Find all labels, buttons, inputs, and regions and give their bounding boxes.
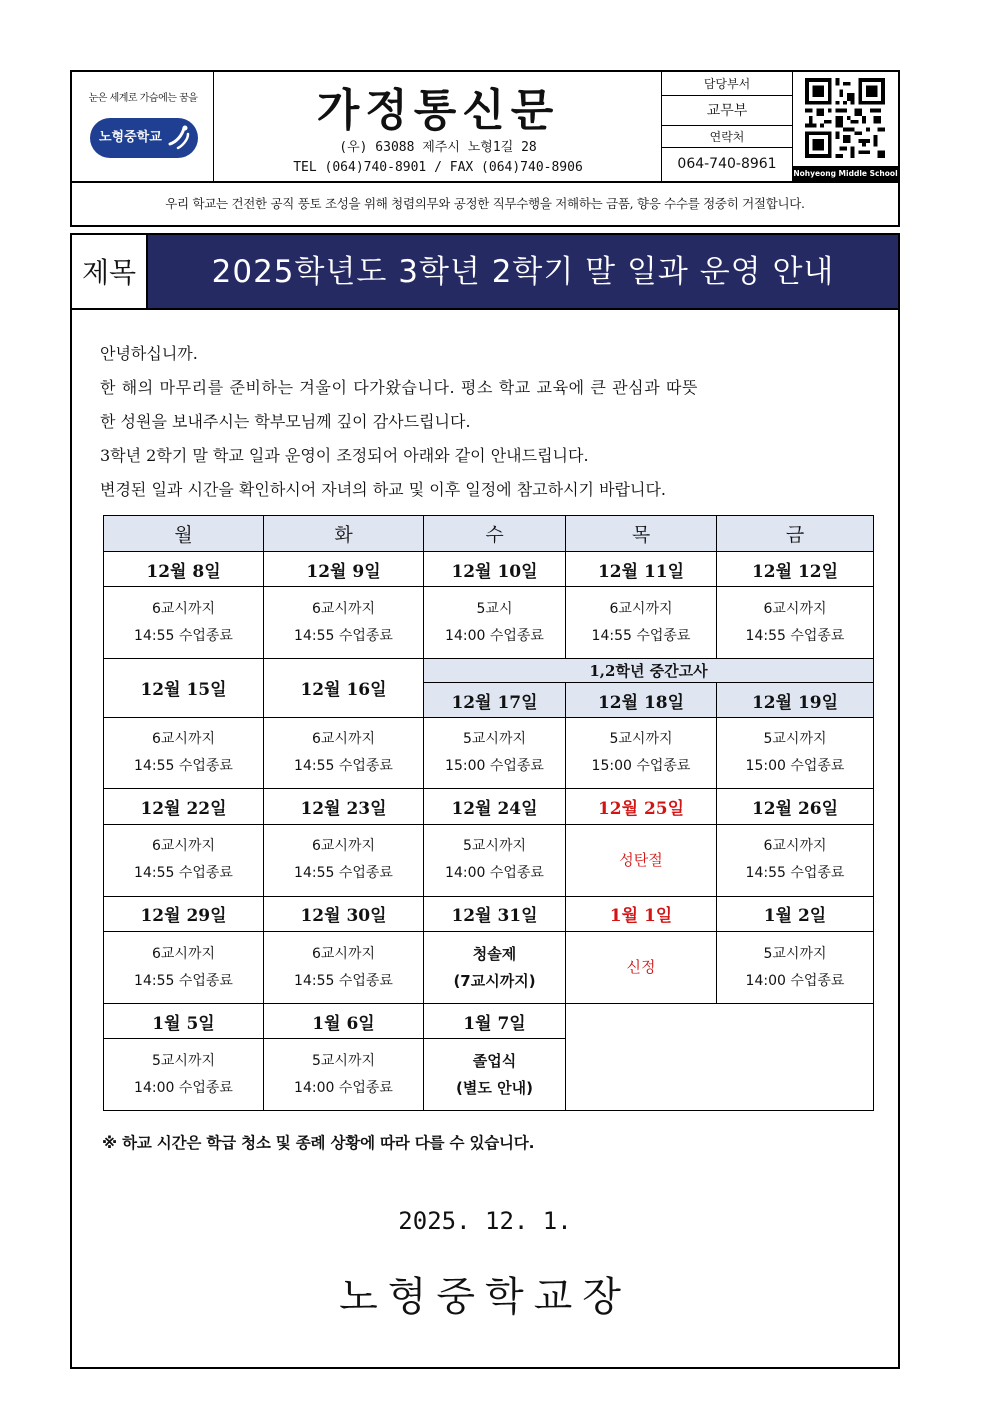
subject-title: 2025학년도 3학년 2학기 말 일과 운영 안내 bbox=[148, 235, 898, 310]
schedule-cell bbox=[717, 932, 874, 1003]
body-paragraph: 한 성원을 보내주시는 학부모님께 깊이 감사드립니다. bbox=[100, 412, 471, 431]
schedule-cell bbox=[566, 718, 717, 789]
contact-phone: 064-740-8961 bbox=[677, 156, 777, 172]
date-cell: 1월 5일 bbox=[104, 1003, 264, 1039]
period-text: 6교시까지 bbox=[311, 838, 375, 855]
table-header-row bbox=[104, 516, 874, 552]
school-logo bbox=[90, 118, 198, 158]
date-cell: 12월 16일 bbox=[264, 658, 424, 717]
period-text: 5교시까지 bbox=[311, 1052, 375, 1069]
table-row bbox=[104, 658, 874, 683]
end-time-text: 15:00 수업종료 bbox=[745, 758, 845, 775]
day-header: 금 bbox=[717, 516, 874, 552]
end-time-text: 14:00 수업종료 bbox=[745, 972, 845, 989]
schedule-cell bbox=[264, 825, 424, 896]
newsletter-title: 가정통신문 bbox=[316, 85, 560, 136]
end-time-text: 14:55 수업종료 bbox=[294, 865, 393, 882]
end-time-text: 14:55 수업종료 bbox=[294, 627, 393, 644]
period-text: 5교시까지 bbox=[763, 731, 827, 748]
end-time-text: 15:00 수업종료 bbox=[445, 758, 544, 775]
schedule-cell bbox=[264, 587, 424, 658]
holiday-cell: 신정 bbox=[566, 932, 717, 1003]
contact-label: 연락처 bbox=[662, 126, 792, 148]
period-text: 5교시까지 bbox=[151, 1052, 215, 1069]
schedule-cell bbox=[104, 718, 264, 789]
end-time-text: 14:00 수업종료 bbox=[445, 627, 544, 644]
exam-period-label: 1,2학년 중간고사 bbox=[424, 658, 874, 683]
end-time-text: 14:55 수업종료 bbox=[294, 972, 393, 989]
qr-area bbox=[793, 72, 898, 181]
date-cell: 12월 17일 bbox=[424, 683, 566, 718]
schedule-cell bbox=[264, 932, 424, 1003]
schedule-table bbox=[103, 515, 874, 1111]
body-paragraph: 3학년 2학기 말 학교 일과 운영이 조정되어 아래와 같이 안내드립니다. bbox=[100, 446, 589, 465]
qr-code-icon[interactable] bbox=[805, 78, 885, 158]
period-text: 6교시까지 bbox=[311, 731, 375, 748]
schedule-cell bbox=[717, 718, 874, 789]
date-cell: 12월 8일 bbox=[104, 551, 264, 587]
period-text: 5교시 bbox=[476, 600, 513, 617]
schedule-cell bbox=[566, 587, 717, 658]
school-motto: 눈은 세계로 가슴에는 꿈을 bbox=[88, 93, 198, 104]
letter-body-frame bbox=[70, 233, 900, 1369]
contact-area bbox=[662, 72, 793, 181]
issue-date: 2025. 12. 1. bbox=[398, 1207, 572, 1235]
end-time-text: 15:00 수업종료 bbox=[591, 758, 691, 775]
subject-label: 제목 bbox=[72, 235, 148, 310]
date-cell: 12월 26일 bbox=[717, 789, 874, 825]
schedule-cell bbox=[104, 825, 264, 896]
dismissal-note: ※ 하교 시간은 학급 청소 및 종례 상황에 따라 다를 수 있습니다. bbox=[102, 1134, 535, 1152]
period-text: 6교시까지 bbox=[763, 838, 827, 855]
period-text: 6교시까지 bbox=[151, 838, 215, 855]
day-header: 화 bbox=[264, 516, 424, 552]
date-cell: 12월 29일 bbox=[104, 896, 264, 932]
leaf-icon bbox=[166, 122, 192, 154]
date-cell: 1월 7일 bbox=[424, 1003, 566, 1039]
holiday-cell: 성탄절 bbox=[566, 825, 717, 896]
date-cell: 12월 11일 bbox=[566, 551, 717, 587]
date-cell: 12월 30일 bbox=[264, 896, 424, 932]
table-row bbox=[104, 1003, 874, 1039]
end-time-text: 14:00 수업종료 bbox=[445, 865, 544, 882]
integrity-notice: 우리 학교는 건전한 공직 풍토 조성을 위해 청렴의무와 공정한 직무수행을 저해하는 금품, 향응 수수를 정중히 거절합니다. bbox=[70, 183, 900, 227]
date-cell: 12월 12일 bbox=[717, 551, 874, 587]
table-row bbox=[104, 932, 874, 1003]
period-text: 6교시까지 bbox=[311, 600, 375, 617]
body-paragraph: 안녕하십니까. bbox=[100, 344, 198, 363]
schedule-cell bbox=[424, 587, 566, 658]
body-paragraph: 한 해의 마무리를 준비하는 겨울이 다가왔습니다. 평소 학교 교육에 큰 관심과 따뜻 bbox=[100, 378, 699, 397]
period-text: 6교시까지 bbox=[763, 600, 827, 617]
event-name: 졸업식 bbox=[472, 1051, 517, 1070]
newsletter-header bbox=[70, 70, 900, 183]
end-time-text: 14:00 수업종료 bbox=[294, 1079, 393, 1096]
end-time-text: 14:55 수업종료 bbox=[134, 758, 233, 775]
principal-signature: 노형중학교장 bbox=[339, 1274, 631, 1320]
holiday-date-cell: 12월 25일 bbox=[566, 789, 717, 825]
period-text: 5교시까지 bbox=[462, 838, 526, 855]
event-name: 청솔제 bbox=[472, 944, 517, 963]
date-cell: 12월 23일 bbox=[264, 789, 424, 825]
school-tel-fax: TEL (064)740-8901 / FAX (064)740-8906 bbox=[293, 160, 583, 175]
schedule-cell bbox=[264, 1039, 424, 1111]
period-text: 5교시까지 bbox=[462, 731, 526, 748]
date-cell: 12월 24일 bbox=[424, 789, 566, 825]
event-cell bbox=[424, 1039, 566, 1111]
date-cell: 12월 15일 bbox=[104, 658, 264, 717]
table-row bbox=[104, 587, 874, 658]
period-text: 6교시까지 bbox=[151, 600, 215, 617]
date-cell: 12월 9일 bbox=[264, 551, 424, 587]
period-text: 5교시까지 bbox=[609, 731, 673, 748]
schedule-cell bbox=[717, 825, 874, 896]
table-row bbox=[104, 896, 874, 932]
event-cell bbox=[424, 932, 566, 1003]
table-row bbox=[104, 789, 874, 825]
end-time-text: 14:55 수업종료 bbox=[134, 627, 233, 644]
period-text: 6교시까지 bbox=[609, 600, 673, 617]
period-text: 5교시까지 bbox=[763, 945, 827, 962]
period-text: 6교시까지 bbox=[311, 945, 375, 962]
dept-label: 담당부서 bbox=[662, 72, 792, 96]
period-text: 6교시까지 bbox=[151, 945, 215, 962]
schedule-cell bbox=[424, 718, 566, 789]
end-time-text: 14:55 수업종료 bbox=[134, 972, 233, 989]
event-detail: (7교시까지) bbox=[453, 971, 536, 990]
day-header: 월 bbox=[104, 516, 264, 552]
table-row bbox=[104, 551, 874, 587]
table-row bbox=[104, 825, 874, 896]
qr-caption: Nohyeong Middle School bbox=[793, 166, 898, 181]
day-header: 수 bbox=[424, 516, 566, 552]
table-row bbox=[104, 718, 874, 789]
end-time-text: 14:55 수업종료 bbox=[745, 627, 845, 644]
date-cell: 12월 19일 bbox=[717, 683, 874, 718]
period-text: 6교시까지 bbox=[151, 731, 215, 748]
school-logo-text: 노형중학교 bbox=[99, 130, 162, 145]
school-logo-area bbox=[72, 72, 214, 181]
date-cell: 12월 10일 bbox=[424, 551, 566, 587]
end-time-text: 14:00 수업종료 bbox=[134, 1079, 233, 1096]
end-time-text: 14:55 수업종료 bbox=[591, 627, 691, 644]
body-paragraph: 변경된 일과 시간을 확인하시어 자녀의 하교 및 이후 일정에 참고하시기 바랍니다. bbox=[100, 480, 666, 499]
schedule-cell bbox=[264, 718, 424, 789]
end-time-text: 14:55 수업종료 bbox=[134, 865, 233, 882]
date-cell: 12월 22일 bbox=[104, 789, 264, 825]
schedule-cell bbox=[424, 825, 566, 896]
date-cell: 12월 18일 bbox=[566, 683, 717, 718]
date-cell: 12월 31일 bbox=[424, 896, 566, 932]
school-address: (우) 63088 제주시 노형1길 28 bbox=[339, 140, 537, 155]
schedule-cell bbox=[104, 587, 264, 658]
schedule-cell bbox=[104, 932, 264, 1003]
end-time-text: 14:55 수업종료 bbox=[745, 865, 845, 882]
dept-value: 교무부 bbox=[662, 96, 792, 126]
letter-body bbox=[100, 337, 880, 507]
schedule-cell bbox=[717, 587, 874, 658]
holiday-date-cell: 1월 1일 bbox=[566, 896, 717, 932]
event-detail: (별도 안내) bbox=[456, 1078, 533, 1097]
end-time-text: 14:55 수업종료 bbox=[294, 758, 393, 775]
empty-cell bbox=[566, 1003, 874, 1110]
day-header: 목 bbox=[566, 516, 717, 552]
title-area bbox=[214, 72, 662, 181]
schedule-cell bbox=[104, 1039, 264, 1111]
date-cell: 1월 6일 bbox=[264, 1003, 424, 1039]
date-cell: 1월 2일 bbox=[717, 896, 874, 932]
